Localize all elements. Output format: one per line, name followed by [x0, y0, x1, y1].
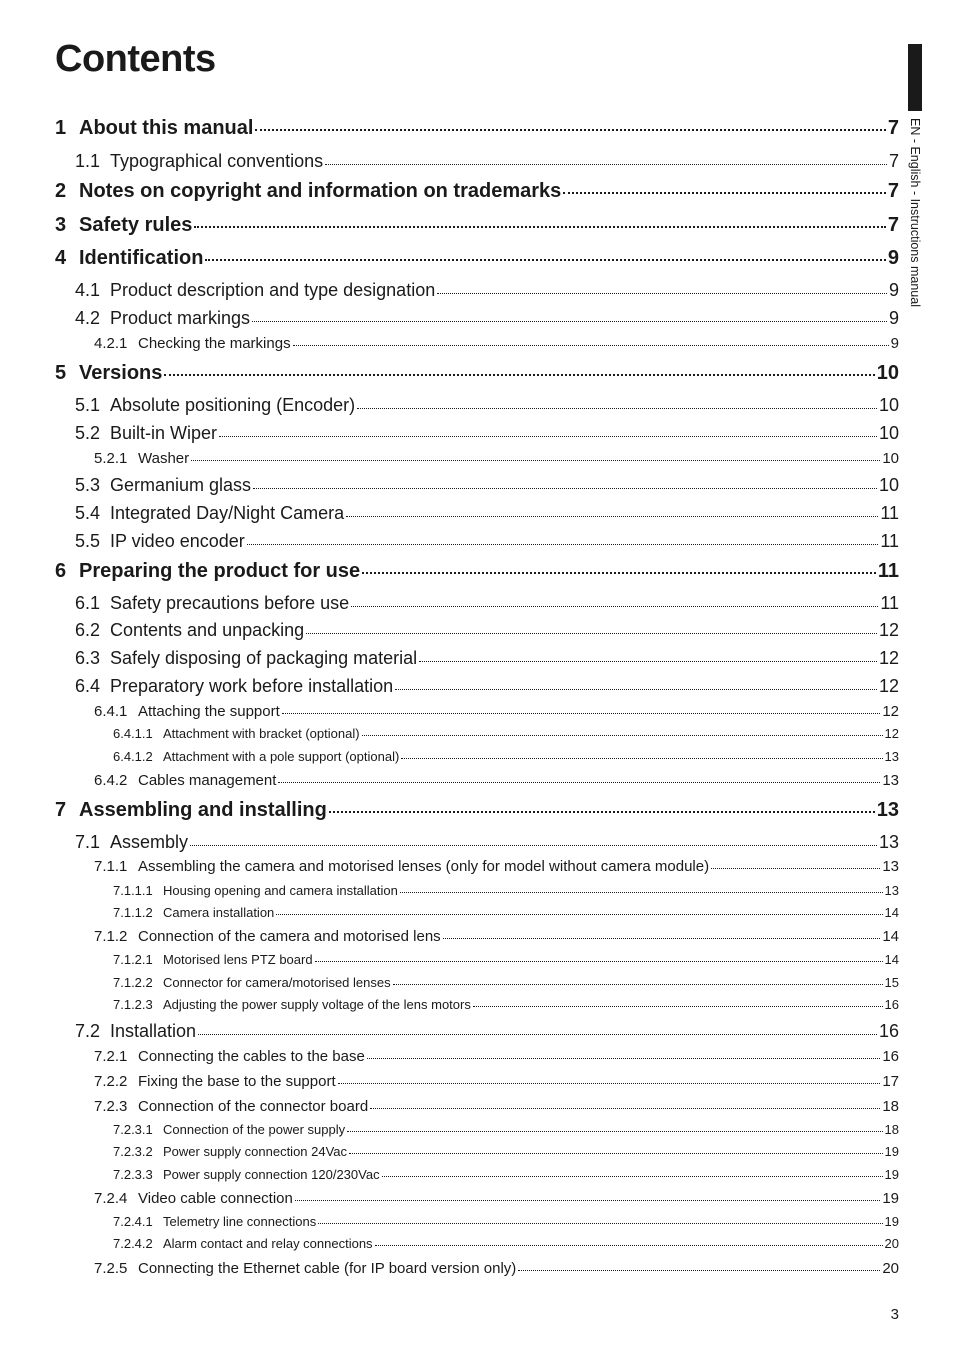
dot-leader: [282, 713, 881, 714]
toc-entry-page: 16: [884, 997, 899, 1012]
toc-entry-number: 7.2.4.1: [113, 1214, 153, 1229]
toc-entry-page: 13: [884, 749, 899, 764]
dot-leader: [219, 436, 877, 437]
dot-leader: [295, 1200, 880, 1201]
toc-entry-title: Connecting the Ethernet cable (for IP board version only): [138, 1260, 517, 1277]
toc-entry-page: 10: [878, 475, 899, 495]
toc-entry-7-2[interactable]: [75, 1021, 899, 1042]
toc-entry-5-2-1[interactable]: [94, 450, 899, 467]
toc-entry-number: 7.2.2: [94, 1073, 128, 1090]
toc-entry-6-2[interactable]: [75, 620, 899, 641]
dot-leader: [194, 226, 885, 228]
toc-entry-title: Attaching the support: [138, 703, 280, 720]
dot-leader: [278, 782, 880, 783]
toc-entry-page: 9: [888, 280, 899, 300]
toc-entry-number: 4.2: [75, 308, 101, 328]
toc-entry-6-3[interactable]: [75, 648, 899, 669]
dot-leader: [362, 572, 876, 574]
toc-entry-title: Telemetry line connections: [163, 1214, 317, 1229]
toc-entry-page: 10: [878, 423, 899, 443]
toc-entry-title: Video cable connection: [138, 1190, 293, 1207]
toc-entry-title: Connection of the power supply: [163, 1122, 346, 1137]
toc-entry-page: 10: [878, 395, 899, 415]
toc-entry-7-1-2[interactable]: [94, 928, 899, 945]
toc-entry-title: Connection of the camera and motorised lens: [138, 928, 441, 945]
dot-leader: [247, 544, 879, 545]
dot-leader: [419, 661, 877, 662]
dot-leader: [473, 1006, 883, 1007]
toc-entry-page: 19: [884, 1214, 899, 1229]
toc-entry-title: Assembling and installing: [79, 799, 327, 821]
toc-entry-7-1-1[interactable]: [94, 858, 899, 875]
toc-entry-5-1[interactable]: [75, 395, 899, 416]
toc-entry-title: Assembling the camera and motorised lenses (only for model without camera module): [138, 858, 710, 875]
toc-entry-number: 6.3: [75, 648, 101, 668]
toc-entry-page: 19: [884, 1144, 899, 1159]
toc-entry-6-4-1-1[interactable]: [113, 726, 899, 741]
toc-entry-page: 12: [884, 726, 899, 741]
toc-entry-page: 12: [878, 676, 899, 696]
toc-entry-number: 7.1.2: [94, 928, 128, 945]
toc-entry-title: Housing opening and camera installation: [163, 883, 398, 898]
toc-entry-7-2-5[interactable]: [94, 1260, 899, 1277]
toc-entry-number: 7.2.3: [94, 1098, 128, 1115]
dot-leader: [395, 689, 877, 690]
toc-entry-title: Fixing the base to the support: [138, 1073, 336, 1090]
toc-entry-number: 1.1: [75, 151, 101, 171]
toc-entry-2[interactable]: [55, 180, 899, 203]
toc-entry-5-4[interactable]: [75, 503, 899, 524]
toc-entry-7-1-2-2[interactable]: [113, 975, 899, 990]
toc-entry-title: Connector for camera/motorised lenses: [163, 975, 391, 990]
toc-entry-title: Connection of the connector board: [138, 1098, 369, 1115]
toc-entry-number: 5: [55, 362, 67, 384]
toc-entry-number: 4.1: [75, 280, 101, 300]
toc-entry-7-2-3-2[interactable]: [113, 1144, 899, 1159]
toc-entry-7-1-2-1[interactable]: [113, 952, 899, 967]
toc-entry-title: Absolute positioning (Encoder): [110, 395, 356, 415]
dot-leader: [253, 488, 877, 489]
dot-leader: [276, 914, 882, 915]
dot-leader: [393, 984, 883, 985]
toc-entry-page: 18: [884, 1122, 899, 1137]
toc-entry-page: 12: [882, 703, 899, 720]
dot-leader: [362, 735, 883, 736]
toc-entry-number: 5.1: [75, 395, 101, 415]
dot-leader: [349, 1153, 882, 1154]
dot-leader: [347, 1131, 882, 1132]
toc-entry-4-1[interactable]: [75, 280, 899, 301]
side-language-label: EN - English - Instructions manual: [908, 118, 922, 307]
toc-entry-number: 7.1.1.1: [113, 883, 153, 898]
dot-leader: [164, 374, 874, 376]
toc-entry-number: 7.2.5: [94, 1260, 128, 1277]
dot-leader: [318, 1223, 882, 1224]
toc-entry-title: Washer: [138, 450, 190, 467]
toc-entry-3[interactable]: [55, 214, 899, 237]
toc-entry-number: 7.1.1: [94, 858, 128, 875]
toc-entry-7-2-3[interactable]: [94, 1098, 899, 1115]
toc-entry-7-1-1-1[interactable]: [113, 883, 899, 898]
toc-entry-page: 12: [878, 620, 899, 640]
dot-leader: [401, 758, 882, 759]
toc-entry-title: Versions: [79, 362, 163, 384]
toc-entry-number: 7.2.3.2: [113, 1144, 153, 1159]
toc-entry-title: Adjusting the power supply voltage of the lens motors: [163, 997, 471, 1012]
toc-entry-title: Identification: [79, 247, 204, 269]
toc-entry-page: 11: [880, 531, 899, 551]
toc-entry-number: 2: [55, 180, 67, 202]
toc-entry-page: 9: [890, 335, 899, 352]
toc-entry-number: 7.2.4: [94, 1190, 128, 1207]
toc-entry-title: Checking the markings: [138, 335, 291, 352]
toc-entry-7-2-3-3[interactable]: [113, 1167, 899, 1182]
toc-entry-5-5[interactable]: [75, 531, 899, 552]
toc-entry-7-2-3-1[interactable]: [113, 1122, 899, 1137]
toc-entry-number: 7.1.1.2: [113, 905, 153, 920]
toc-entry-number: 7.2.4.2: [113, 1236, 153, 1251]
toc-entry-7-2-1[interactable]: [94, 1048, 899, 1065]
dot-leader: [346, 516, 878, 517]
toc-entry-number: 6.1: [75, 593, 101, 613]
toc-entry-title: Integrated Day/Night Camera: [110, 503, 345, 523]
toc-entry-6[interactable]: [55, 560, 899, 583]
toc-entry-1[interactable]: [55, 117, 899, 140]
toc-entry-title: Contents and unpacking: [110, 620, 305, 640]
dot-leader: [255, 129, 885, 131]
dot-leader: [375, 1245, 883, 1246]
toc-entry-4-2[interactable]: [75, 308, 899, 329]
dot-leader: [370, 1108, 880, 1109]
toc-entry-number: 7: [55, 799, 67, 821]
toc-entry-title: Safely disposing of packaging material: [110, 648, 418, 668]
toc-entry-number: 7.2.1: [94, 1048, 128, 1065]
toc-entry-page: 16: [882, 1048, 899, 1065]
toc-entry-number: 7.1.2.3: [113, 997, 153, 1012]
dot-leader: [325, 164, 887, 165]
dot-leader: [563, 192, 886, 194]
toc-entry-7-1-1-2[interactable]: [113, 905, 899, 920]
toc-entry-7-1-2-3[interactable]: [113, 997, 899, 1012]
toc-entry-title: Alarm contact and relay connections: [163, 1236, 373, 1251]
toc-entry-title: IP video encoder: [110, 531, 245, 551]
toc-entry-number: 6.4.1.2: [113, 749, 153, 764]
toc-entry-1-1[interactable]: [75, 151, 899, 172]
toc-entry-title: Power supply connection 120/230Vac: [163, 1167, 380, 1182]
toc-entry-5-2[interactable]: [75, 423, 899, 444]
toc-entry-page: 11: [877, 560, 899, 582]
toc-entry-page: 16: [878, 1021, 899, 1041]
toc-entry-title: Cables management: [138, 772, 277, 789]
toc-entry-page: 14: [884, 905, 899, 920]
toc-entry-title: Connecting the cables to the base: [138, 1048, 365, 1065]
toc-entry-7[interactable]: [55, 799, 899, 822]
dot-leader: [443, 938, 881, 939]
toc-entry-number: 7.2: [75, 1021, 101, 1041]
dot-leader: [252, 321, 887, 322]
dot-leader: [351, 606, 878, 607]
dot-leader: [315, 961, 883, 962]
toc-entry-page: 11: [880, 593, 899, 613]
toc-entry-4[interactable]: [55, 247, 899, 270]
toc-entry-page: 15: [884, 975, 899, 990]
toc-entry-title: Built-in Wiper: [110, 423, 218, 443]
dot-leader: [205, 259, 885, 261]
toc-entry-page: 13: [882, 858, 899, 875]
dot-leader: [198, 1034, 877, 1035]
toc-entry-page: 13: [884, 883, 899, 898]
toc-entry-6-4[interactable]: [75, 676, 899, 697]
dot-leader: [437, 293, 887, 294]
toc-entry-5-3[interactable]: [75, 475, 899, 496]
toc-entry-7-2-2[interactable]: [94, 1073, 899, 1090]
toc-entry-page: 19: [882, 1190, 899, 1207]
toc-entry-title: Safety precautions before use: [110, 593, 350, 613]
toc-entry-title: Product description and type designation: [110, 280, 436, 300]
toc-entry-page: 20: [882, 1260, 899, 1277]
page-number: 3: [890, 1306, 899, 1323]
toc-entry-4-2-1[interactable]: [94, 335, 899, 352]
toc-entry-5[interactable]: [55, 362, 899, 385]
toc-entry-page: 20: [884, 1236, 899, 1251]
dot-leader: [357, 408, 877, 409]
toc-entry-page: 13: [882, 772, 899, 789]
toc-entry-title: Installation: [110, 1021, 197, 1041]
dot-leader: [190, 845, 877, 846]
toc-entry-page: 9: [887, 247, 899, 269]
toc-entry-number: 5.5: [75, 531, 101, 551]
toc-entry-title: Motorised lens PTZ board: [163, 952, 313, 967]
toc-entry-title: Attachment with a pole support (optional): [163, 749, 400, 764]
toc-entry-title: Notes on copyright and information on trademarks: [79, 180, 562, 202]
toc-entry-title: Attachment with bracket (optional): [163, 726, 360, 741]
toc-entry-number: 6.4: [75, 676, 101, 696]
toc-entry-number: 6: [55, 560, 67, 582]
toc-entry-title: Product markings: [110, 308, 251, 328]
toc-entry-6-4-1-2[interactable]: [113, 749, 899, 764]
toc-entry-number: 5.2.1: [94, 450, 128, 467]
dot-leader: [293, 345, 889, 346]
toc-entry-number: 7.1.2.1: [113, 952, 153, 967]
toc-entry-page: 13: [878, 832, 899, 852]
toc-entry-number: 7.2.3.1: [113, 1122, 153, 1137]
toc-entry-number: 5.3: [75, 475, 101, 495]
toc-entry-page: 14: [884, 952, 899, 967]
toc-entry-title: Safety rules: [79, 214, 193, 236]
dot-leader: [338, 1083, 881, 1084]
toc-entry-title: About this manual: [79, 117, 254, 139]
toc-entry-title: Camera installation: [163, 905, 275, 920]
page-title: Contents: [55, 38, 216, 80]
dot-leader: [306, 633, 877, 634]
toc-entry-number: 6.4.1: [94, 703, 128, 720]
toc-entry-number: 7.1.2.2: [113, 975, 153, 990]
toc-entry-page: 7: [887, 180, 899, 202]
toc-entry-page: 7: [887, 214, 899, 236]
toc-entry-number: 1: [55, 117, 67, 139]
toc-entry-page: 19: [884, 1167, 899, 1182]
dot-leader: [191, 460, 880, 461]
toc-entry-number: 3: [55, 214, 67, 236]
dot-leader: [367, 1058, 880, 1059]
toc-entry-6-1[interactable]: [75, 593, 899, 614]
toc-entry-page: 12: [878, 648, 899, 668]
toc-entry-number: 4.2.1: [94, 335, 128, 352]
toc-entry-page: 17: [882, 1073, 899, 1090]
dot-leader: [711, 868, 880, 869]
toc-entry-number: 5.2: [75, 423, 101, 443]
dot-leader: [518, 1270, 880, 1271]
dot-leader: [329, 811, 875, 813]
toc-entry-page: 7: [888, 151, 899, 171]
toc-entry-number: 6.4.1.1: [113, 726, 153, 741]
toc-entry-page: 11: [880, 503, 899, 523]
toc-entry-7-2-4[interactable]: [94, 1190, 899, 1207]
toc-entry-number: 7.1: [75, 832, 101, 852]
dot-leader: [400, 892, 883, 893]
toc-entry-page: 7: [887, 117, 899, 139]
dot-leader: [382, 1176, 883, 1177]
toc-entry-page: 10: [882, 450, 899, 467]
toc-entry-number: 6.4.2: [94, 772, 128, 789]
toc-entry-title: Preparatory work before installation: [110, 676, 394, 696]
toc-entry-title: Power supply connection 24Vac: [163, 1144, 348, 1159]
toc-entry-title: Assembly: [110, 832, 189, 852]
toc-entry-page: 10: [876, 362, 899, 384]
toc-entry-title: Germanium glass: [110, 475, 252, 495]
toc-entry-number: 7.2.3.3: [113, 1167, 153, 1182]
toc-entry-6-4-1[interactable]: [94, 703, 899, 720]
toc-entry-page: 13: [876, 799, 899, 821]
toc-entry-page: 9: [888, 308, 899, 328]
toc-entry-title: Typographical conventions: [110, 151, 324, 171]
toc-entry-7-1[interactable]: [75, 832, 899, 853]
toc-entry-number: 5.4: [75, 503, 101, 523]
toc-entry-page: 18: [882, 1098, 899, 1115]
toc-entry-7-2-4-2[interactable]: [113, 1236, 899, 1251]
toc-entry-number: 6.2: [75, 620, 101, 640]
toc-entry-6-4-2[interactable]: [94, 772, 899, 789]
toc-entry-7-2-4-1[interactable]: [113, 1214, 899, 1229]
toc-entry-title: Preparing the product for use: [79, 560, 361, 582]
toc-entry-page: 14: [882, 928, 899, 945]
toc-entry-number: 4: [55, 247, 67, 269]
